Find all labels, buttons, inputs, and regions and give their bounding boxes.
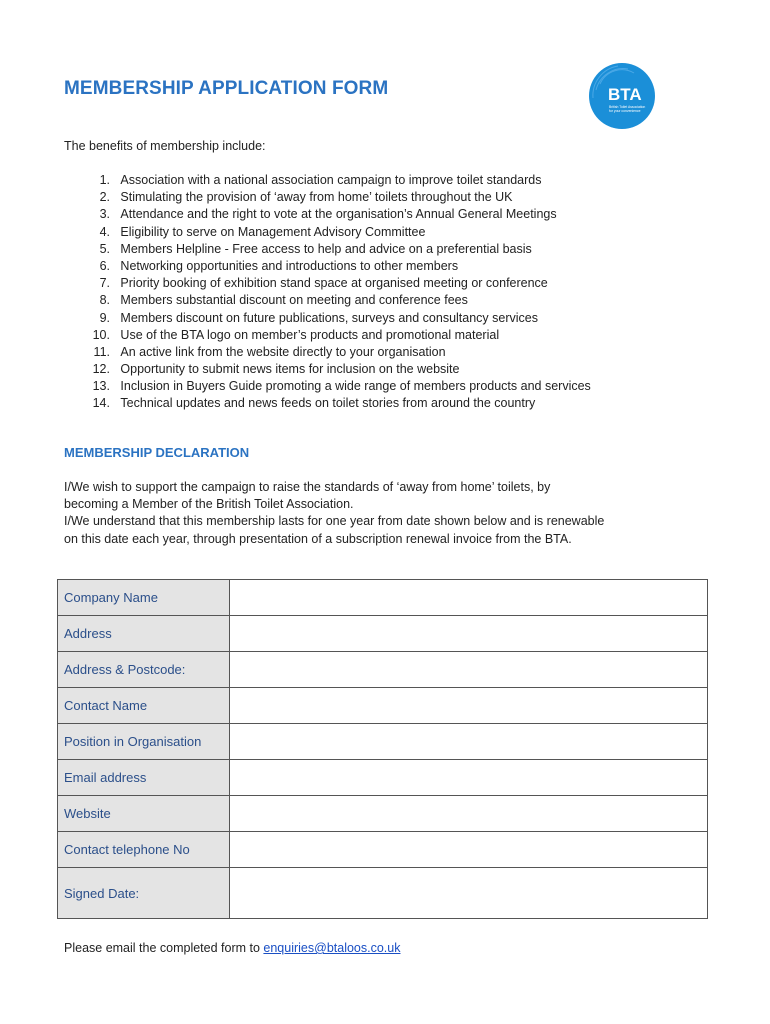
- contact-name-field[interactable]: [230, 688, 708, 724]
- field-label-company-name: Company Name: [58, 580, 230, 616]
- company-name-field[interactable]: [230, 580, 708, 616]
- field-label-website: Website: [58, 796, 230, 832]
- declaration-line: I/We understand that this membership lasts for one year from date shown below and is renewable: [64, 514, 605, 529]
- email-field[interactable]: [230, 760, 708, 796]
- declaration-line: on this date each year, through presentation of a subscription renewal invoice from the BTA.: [64, 531, 572, 546]
- list-item: 7. Priority booking of exhibition stand space at organised meeting or conference: [99, 276, 548, 291]
- field-label-signed-date: Signed Date:: [58, 868, 230, 919]
- table-row: [58, 580, 708, 616]
- table-row: [58, 688, 708, 724]
- table-row: [58, 868, 708, 919]
- list-item: 9. Members discount on future publications, surveys and consultancy services: [99, 310, 538, 325]
- field-label-contact-name: Contact Name: [58, 688, 230, 724]
- field-label-position: Position in Organisation: [58, 724, 230, 760]
- list-item: 3. Attendance and the right to vote at the organisation’s Annual General Meetings: [99, 207, 557, 222]
- declaration-line: becoming a Member of the British Toilet Association.: [64, 497, 354, 512]
- field-label-address: Address: [58, 616, 230, 652]
- table-row: [58, 652, 708, 688]
- email-link[interactable]: enquiries@btaloos.co.uk: [263, 941, 401, 955]
- website-field[interactable]: [230, 796, 708, 832]
- membership-form-table: [57, 579, 708, 919]
- field-label-address-postcode: Address & Postcode:: [58, 652, 230, 688]
- list-item: 6. Networking opportunities and introductions to other members: [99, 258, 459, 273]
- position-field[interactable]: [230, 724, 708, 760]
- list-item: 12. Opportunity to submit news items for inclusion on the website: [92, 362, 460, 377]
- footer-text: Please email the completed form to: [64, 941, 264, 955]
- signed-date-field[interactable]: [230, 868, 708, 919]
- declaration-text: [64, 479, 704, 548]
- table-row: [58, 796, 708, 832]
- list-item: 10. Use of the BTA logo on member’s products and promotional material: [92, 327, 500, 342]
- table-row: [58, 616, 708, 652]
- address-field[interactable]: [230, 616, 708, 652]
- list-item: 8. Members substantial discount on meeting and conference fees: [99, 293, 468, 308]
- list-item: 1. Association with a national association campaign to improve toilet standards: [99, 173, 542, 187]
- page-title: MEMBERSHIP APPLICATION FORM: [64, 78, 389, 99]
- benefits-list: [64, 172, 591, 413]
- list-item: 4. Eligibility to serve on Management Advisory Committee: [99, 224, 426, 239]
- bta-logo: [588, 62, 656, 130]
- list-item: 2. Stimulating the provision of ‘away from home’ toilets throughout the UK: [99, 190, 513, 205]
- table-row: [58, 760, 708, 796]
- list-item: 5. Members Helpline - Free access to help and advice on a preferential basis: [99, 241, 532, 256]
- field-label-telephone: Contact telephone No: [58, 832, 230, 868]
- list-item: 13. Inclusion in Buyers Guide promoting a wide range of members products and services: [92, 379, 591, 394]
- logo-text: BTA: [608, 85, 642, 104]
- address-postcode-field[interactable]: [230, 652, 708, 688]
- footer-instructions: [64, 941, 400, 955]
- declaration-line: I/We wish to support the campaign to raise the standards of ‘away from home’ toilets, by: [64, 480, 551, 494]
- logo-tagline-2: for your convenience: [609, 109, 641, 113]
- declaration-heading: MEMBERSHIP DECLARATION: [64, 445, 250, 460]
- table-row: [58, 832, 708, 868]
- table-row: [58, 724, 708, 760]
- telephone-field[interactable]: [230, 832, 708, 868]
- field-label-email: Email address: [58, 760, 230, 796]
- benefits-intro: The benefits of membership include:: [64, 139, 266, 153]
- list-item: 14. Technical updates and news feeds on toilet stories from around the country: [92, 396, 536, 411]
- logo-tagline-1: British Toilet Association: [609, 105, 646, 109]
- list-item: 11. An active link from the website directly to your organisation: [93, 344, 446, 359]
